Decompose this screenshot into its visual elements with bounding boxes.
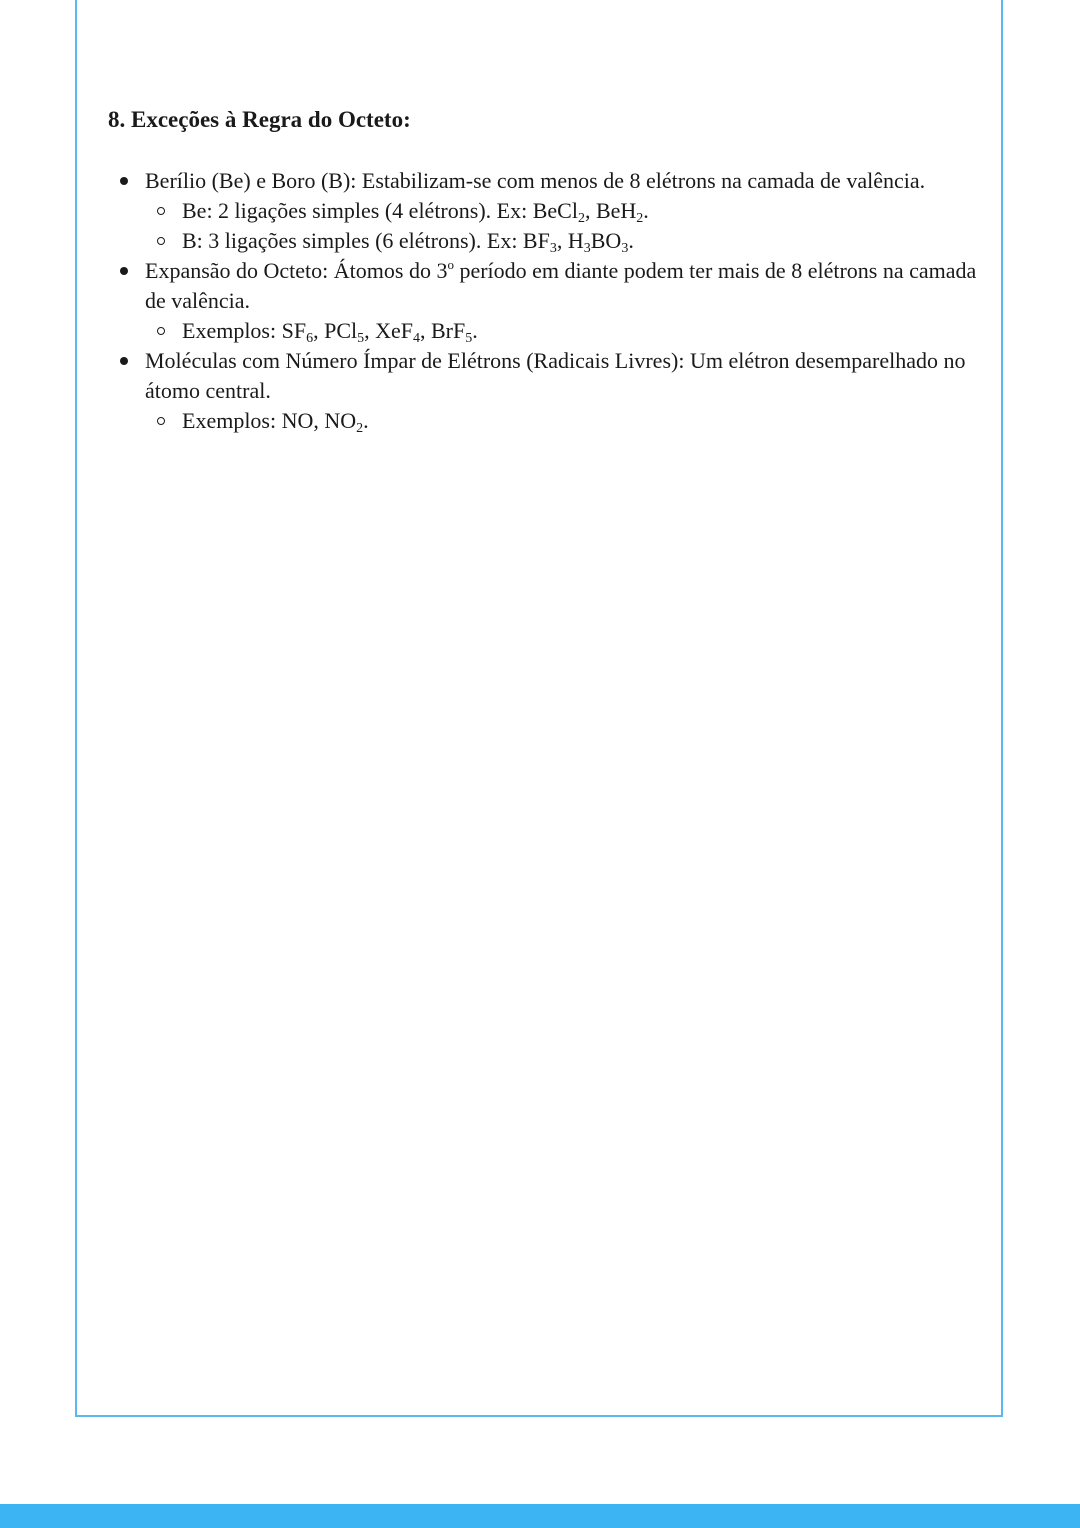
sub-list	[145, 196, 978, 256]
document-content	[108, 104, 978, 436]
list-item-text: Moléculas com Número Ímpar de Elétrons (Radicais Livres): Um elétron desemparelhado no átomo central.	[145, 348, 966, 403]
sub-list-item-exemplos	[145, 316, 978, 346]
sub-list-item-be	[145, 196, 978, 226]
hollow-bullet-icon	[157, 327, 165, 335]
list-item-berilio-boro	[108, 166, 978, 256]
bullet-icon	[120, 177, 128, 185]
bullet-icon	[120, 357, 128, 365]
sub-item-text: Exemplos: NO, $NO_2$.	[182, 408, 369, 436]
list-item-text: Expansão do Octeto: Átomos do 3$^o$ período em diante podem ter mais de 8 elétrons na camada de valência.	[145, 257, 977, 313]
exceptions-list	[108, 166, 978, 436]
list-item-numero-impar	[108, 346, 978, 436]
sub-item-text: B: 3 ligações simples (6 elétrons). Ex: $BF_3$, $H_3BO_3$.	[182, 228, 634, 256]
list-item-text: Berílio (Be) e Boro (B): Estabilizam-se com menos de 8 elétrons na camada de valência.	[145, 168, 926, 193]
hollow-bullet-icon	[157, 207, 165, 215]
bullet-icon	[120, 267, 128, 275]
sub-list	[145, 406, 978, 436]
sub-item-text: Exemplos: $SF_6$, PCl$_5$, XeF$_4$, BrF$_5$.	[182, 318, 478, 346]
hollow-bullet-icon	[157, 417, 165, 425]
sub-item-text: Be: 2 ligações simples (4 elétrons). Ex: BeCl$_2$, BeH$_2$.	[182, 198, 649, 226]
bottom-accent-bar	[0, 1504, 1080, 1528]
section-heading: 8. Exceções à Regra do Octeto:	[108, 107, 411, 132]
sub-list	[145, 316, 978, 346]
sub-list-item-b	[145, 226, 978, 256]
hollow-bullet-icon	[157, 237, 165, 245]
sub-list-item-exemplos-radicais	[145, 406, 978, 436]
list-item-expansao-octeto	[108, 256, 978, 346]
